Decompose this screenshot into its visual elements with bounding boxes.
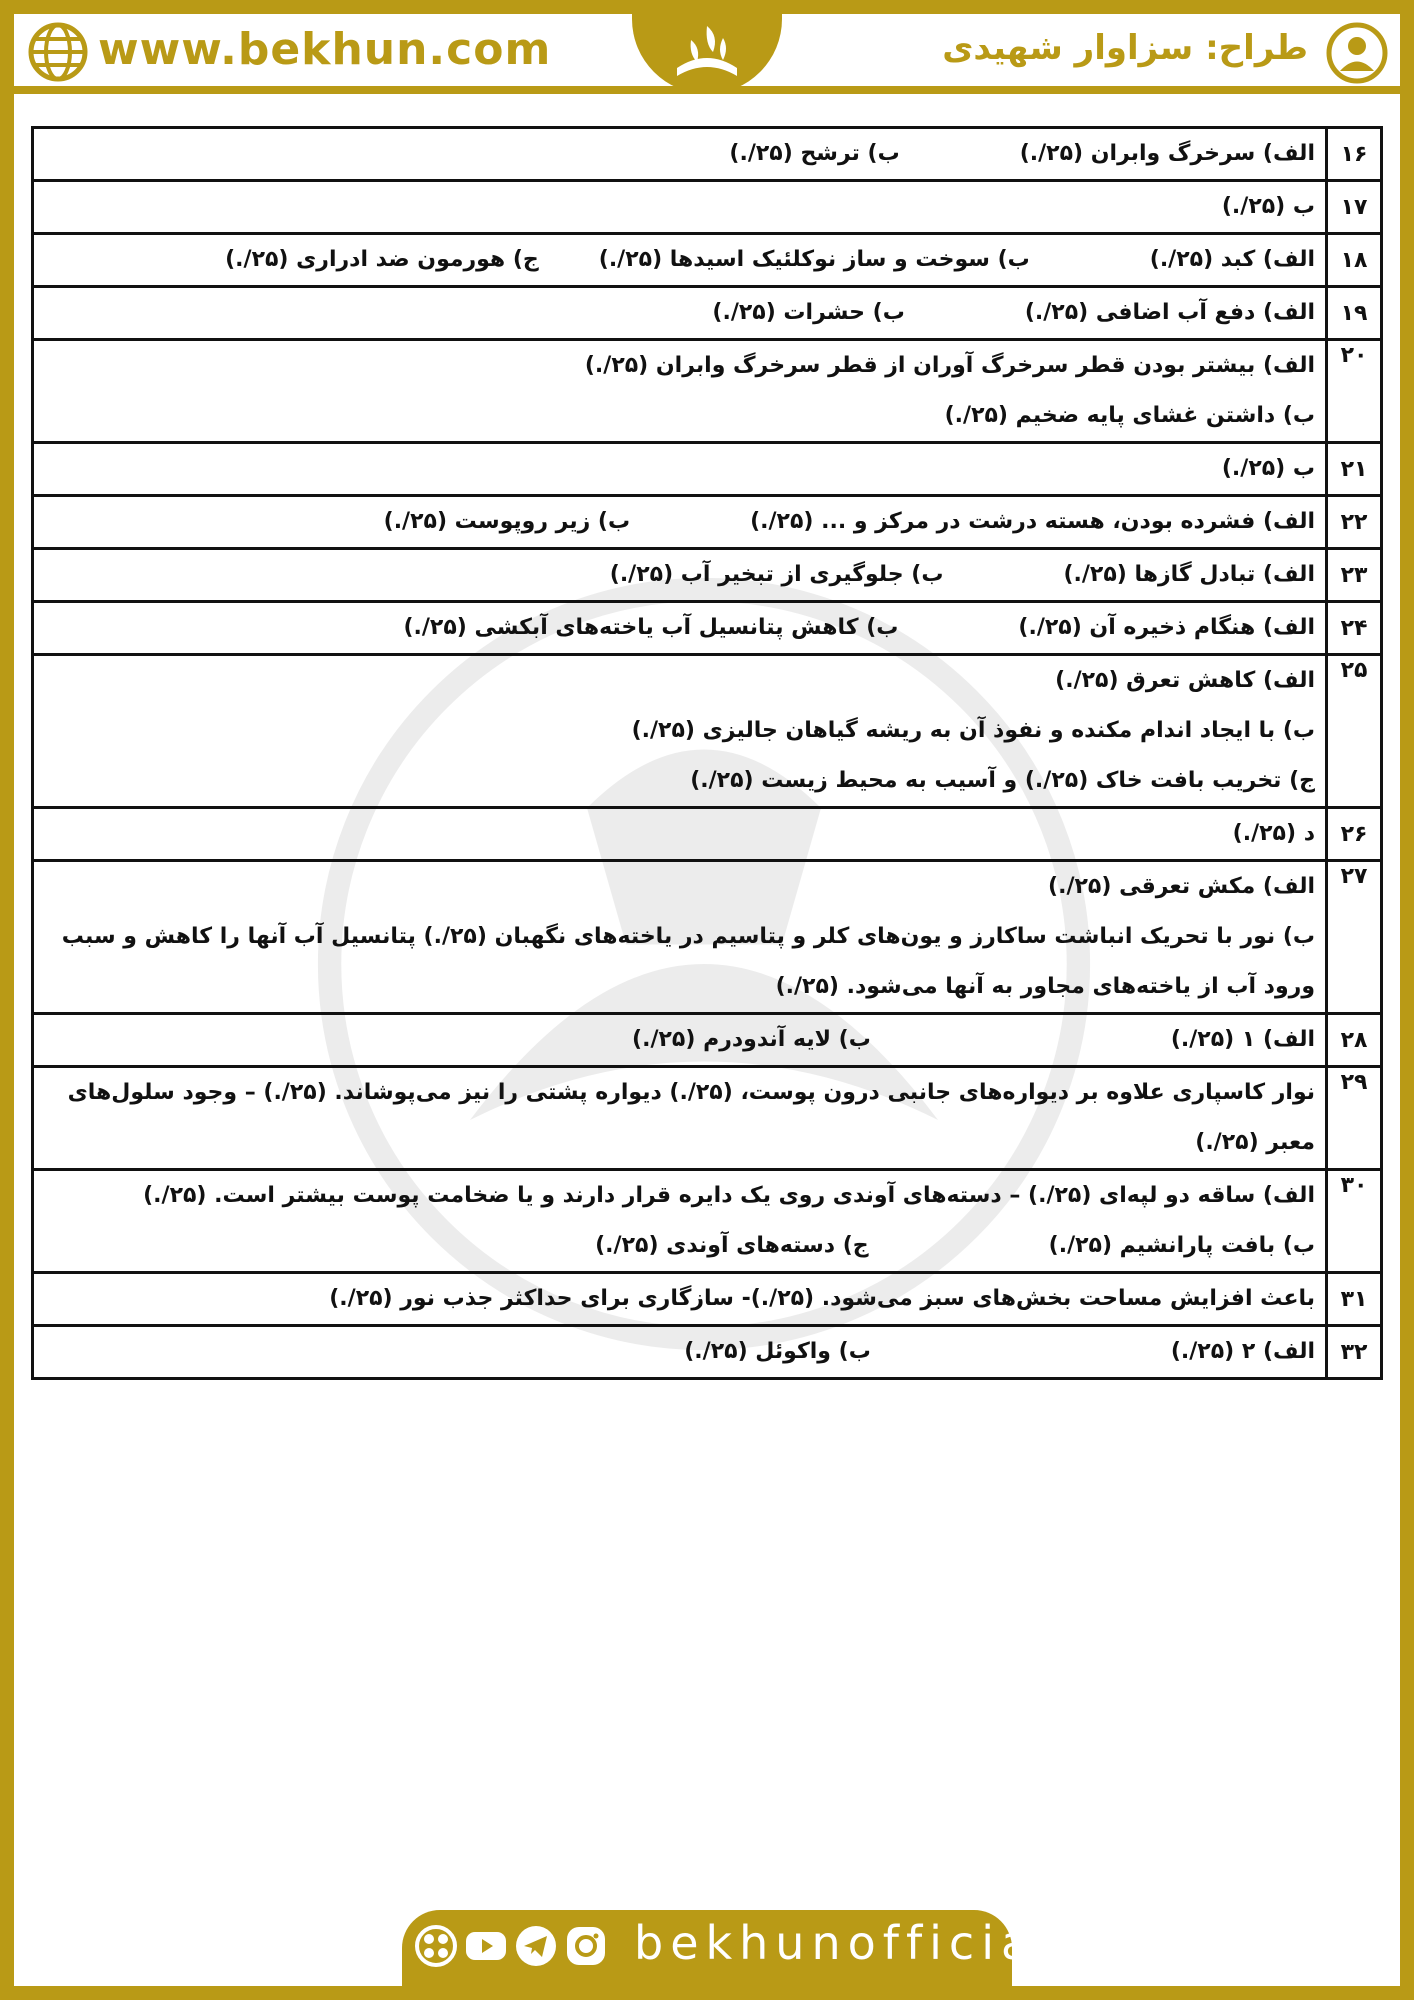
answer-part: ب) بافت پارانشیم (۲۵/.): [1048, 1233, 1315, 1258]
table-row: [33, 443, 1382, 496]
table-row: [33, 496, 1382, 549]
answer-part: ب) داشتن غشای پایه ضخیم (۲۵/.): [944, 403, 1315, 428]
answer-cell: [33, 1273, 1327, 1326]
answer-cell: [33, 655, 1327, 808]
table-row: [33, 1273, 1382, 1326]
table-row: [33, 1170, 1382, 1273]
table-row: [33, 1067, 1382, 1170]
answer-part: الف) بیشتر بودن قطر سرخرگ آوران از قطر سرخرگ وابران (۲۵/.): [584, 353, 1315, 378]
table-row: [33, 181, 1382, 234]
answer-cell: [33, 496, 1327, 549]
answer-part: الف) کبد (۲۵/.): [1149, 247, 1315, 272]
answer-part: الف) سرخرگ وابران (۲۵/.): [1019, 141, 1315, 166]
question-number: ۳۱: [1327, 1273, 1382, 1326]
question-number: ۲۲: [1327, 496, 1382, 549]
table-row: [33, 1014, 1382, 1067]
answer-cell: [33, 340, 1327, 443]
answer-part: ج) دسته‌های آوندی (۲۵/.): [595, 1233, 869, 1258]
answer-cell: [33, 181, 1327, 234]
table-row: [33, 549, 1382, 602]
answer-cell: [33, 1067, 1327, 1170]
youtube-icon[interactable]: [464, 1924, 508, 1968]
answer-part: ب (۲۵/.): [1221, 456, 1315, 481]
answer-part: ب (۲۵/.): [1221, 194, 1315, 219]
question-number: ۲۸: [1327, 1014, 1382, 1067]
question-number: ۳۲: [1327, 1326, 1382, 1379]
answer-part: ج) تخریب بافت خاک (۲۵/.) و آسیب به محیط زیست (۲۵/.): [690, 768, 1315, 793]
answer-part: ب) نور با تحریک انباشت ساکارز و یون‌های کلر و پتاسیم در یاخته‌های نگهبان (۲۵/.) پتانسیل آب آنها را کاهش و سبب ورود آب از یاخته‌های مجاور به آنها می‌شود. (۲۵/.): [61, 924, 1315, 999]
answer-cell: [33, 861, 1327, 1014]
answer-part: الف) دفع آب اضافی (۲۵/.): [1024, 300, 1315, 325]
answer-cell: [33, 128, 1327, 181]
answer-part: باعث افزایش مساحت بخش‌های سبز می‌شود. (۲۵/.)- سازگاری برای حداکثر جذب نور (۲۵/.): [329, 1286, 1315, 1311]
question-number: ۱۹: [1327, 287, 1382, 340]
answer-cell: [33, 287, 1327, 340]
answer-cell: [33, 1014, 1327, 1067]
answer-cell: [33, 602, 1327, 655]
question-number: ۲۶: [1327, 808, 1382, 861]
answer-part: الف) ۲ (۲۵/.): [1170, 1339, 1315, 1364]
book-logo-icon: [667, 18, 747, 90]
question-number: ۲۷: [1327, 861, 1382, 1014]
answer-part: ب) حشرات (۲۵/.): [712, 300, 905, 325]
question-number: ۲۹: [1327, 1067, 1382, 1170]
page: [14, 14, 1400, 1986]
social-handle[interactable]: bekhunofficial: [634, 1916, 1056, 1970]
table-row: [33, 234, 1382, 287]
answer-cell: [33, 443, 1327, 496]
answer-cell: [33, 549, 1327, 602]
user-icon: [1326, 22, 1388, 84]
globe-icon: [28, 22, 88, 82]
question-number: ۲۵: [1327, 655, 1382, 808]
question-number: ۱۸: [1327, 234, 1382, 287]
answer-part: نوار کاسپاری علاوه بر دیواره‌های جانبی درون پوست، (۲۵/.) دیواره پشتی را نیز می‌پوشاند. (۲۵/.) – وجود سلول‌های معبر (۲۵/.): [67, 1080, 1315, 1155]
answer-part: د (۲۵/.): [1232, 821, 1315, 846]
table-row: [33, 128, 1382, 181]
table-row: [33, 287, 1382, 340]
question-number: ۲۳: [1327, 549, 1382, 602]
answer-cell: [33, 1326, 1327, 1379]
table-row: [33, 655, 1382, 808]
answer-part: ب) لایه آندودرم (۲۵/.): [632, 1027, 871, 1052]
answer-cell: [33, 234, 1327, 287]
question-number: ۲۴: [1327, 602, 1382, 655]
table-row: [33, 808, 1382, 861]
question-number: ۲۱: [1327, 443, 1382, 496]
answer-part: ب) جلوگیری از تبخیر آب (۲۵/.): [609, 562, 944, 587]
question-number: ۲۰: [1327, 340, 1382, 443]
answer-part: ب) واکوئل (۲۵/.): [684, 1339, 871, 1364]
designer-credit: طراح: سزاوار شهیدی: [942, 28, 1308, 68]
answer-part: الف) هنگام ذخیره آن (۲۵/.): [1018, 615, 1315, 640]
answer-part: ب) با ایجاد اندام مکنده و نفوذ آن به ریشه گیاهان جالیزی (۲۵/.): [631, 718, 1315, 743]
answer-part: ب) کاهش پتانسیل آب یاخته‌های آبکشی (۲۵/.): [403, 615, 899, 640]
answer-part: ب) زیر روپوست (۲۵/.): [383, 509, 631, 534]
answer-part: ب) ترشح (۲۵/.): [729, 141, 900, 166]
question-number: ۳۰: [1327, 1170, 1382, 1273]
aparat-icon[interactable]: [414, 1924, 458, 1968]
table-row: [33, 340, 1382, 443]
answer-part: الف) فشرده بودن، هسته درشت در مرکز و ... (۲۵/.): [750, 509, 1315, 534]
answer-cell: [33, 1170, 1327, 1273]
answer-table: [31, 126, 1383, 1380]
social-footer: [402, 1910, 1056, 1986]
answer-part: ج) هورمون ضد ادراری (۲۵/.): [225, 247, 539, 272]
instagram-icon[interactable]: [564, 1924, 608, 1968]
table-row: [33, 1326, 1382, 1379]
website-url[interactable]: www.bekhun.com: [98, 24, 552, 75]
answer-part: الف) ۱ (۲۵/.): [1170, 1027, 1315, 1052]
answer-part: الف) ساقه دو لپه‌ای (۲۵/.) – دسته‌های آوندی روی یک دایره قرار دارند و یا ضخامت پوست بیشتر است. (۲۵/.): [143, 1183, 1315, 1208]
answer-part: الف) تبادل گازها (۲۵/.): [1063, 562, 1315, 587]
answer-cell: [33, 808, 1327, 861]
telegram-icon[interactable]: [514, 1924, 558, 1968]
table-row: [33, 861, 1382, 1014]
question-number: ۱۷: [1327, 181, 1382, 234]
answer-part: الف) کاهش تعرق (۲۵/.): [1055, 668, 1315, 693]
answer-part: ب) سوخت و ساز نوکلئیک اسیدها (۲۵/.): [598, 247, 1030, 272]
answer-part: الف) مکش تعرقی (۲۵/.): [1048, 874, 1315, 899]
table-row: [33, 602, 1382, 655]
question-number: ۱۶: [1327, 128, 1382, 181]
